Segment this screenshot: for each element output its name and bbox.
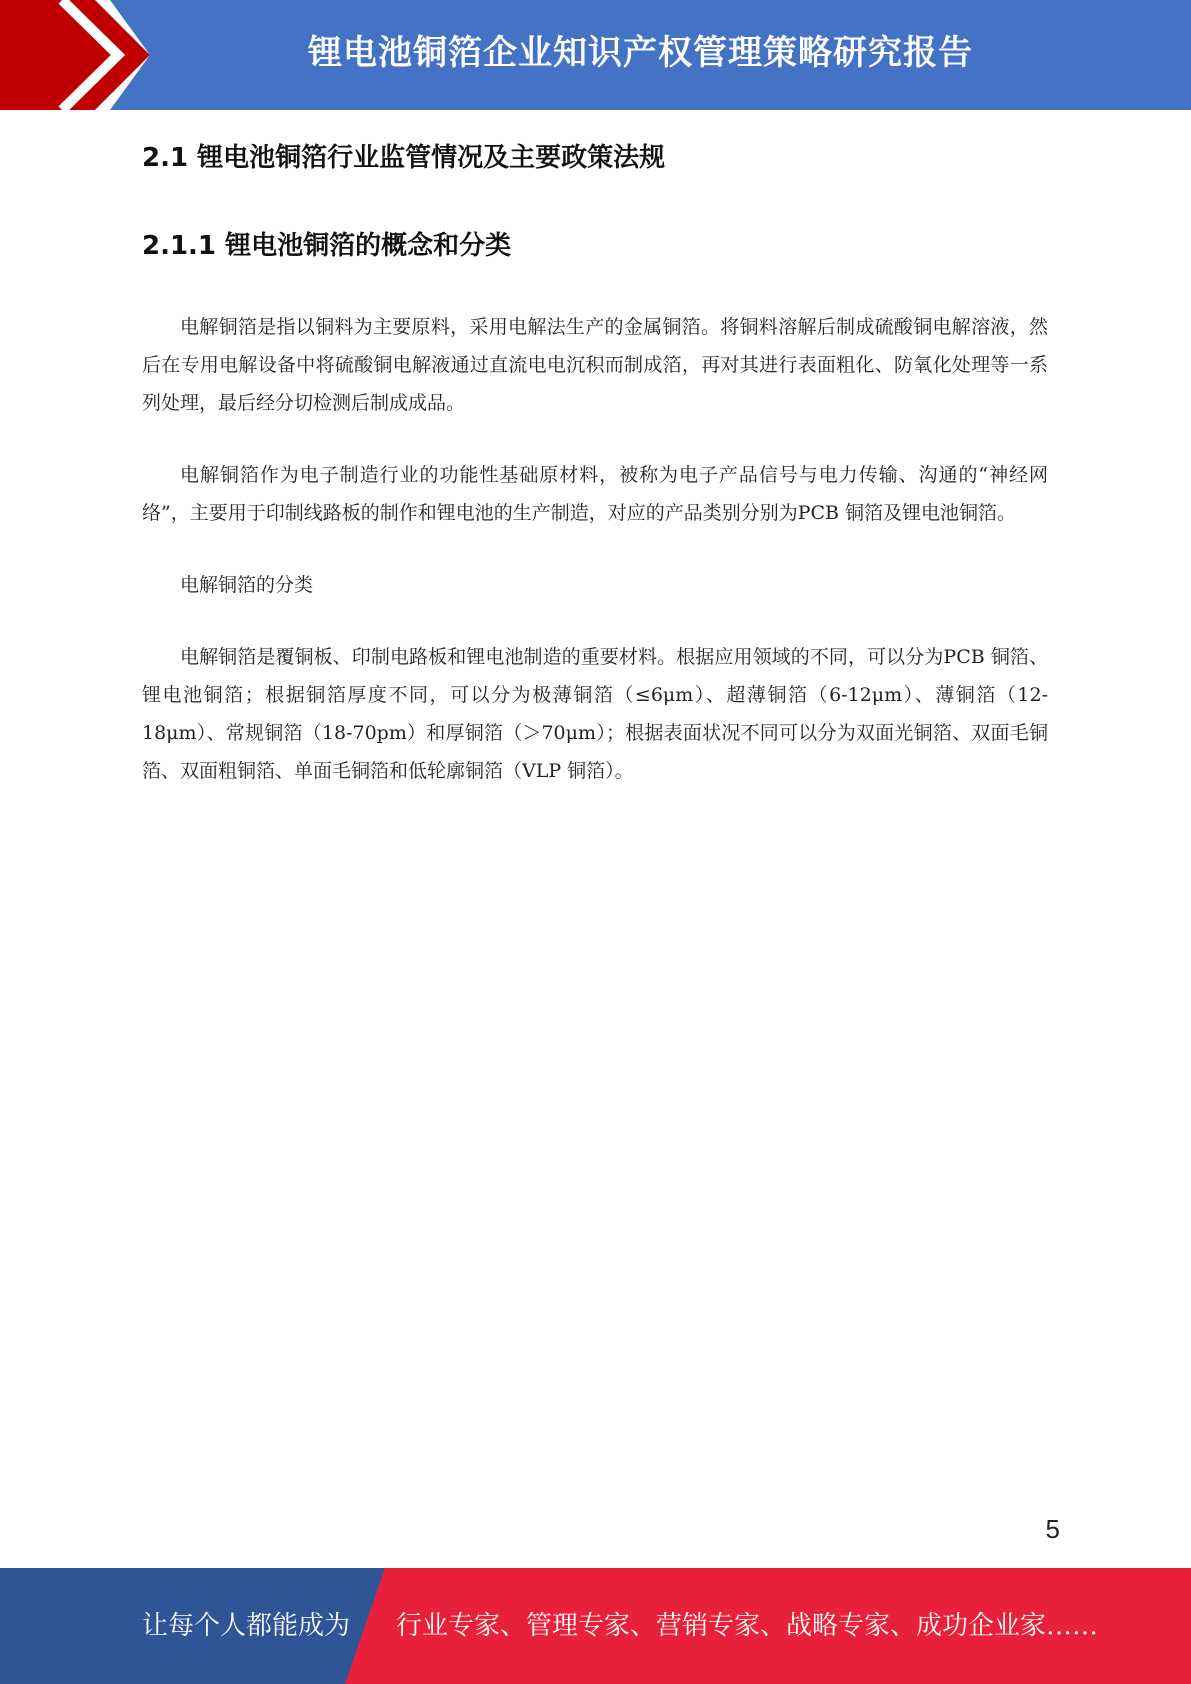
- page-number: 5: [1045, 1514, 1060, 1544]
- paragraph: 电解铜箔作为电子制造行业的功能性基础原材料，被称为电子产品信号与电力传输、沟通的“神经网络”，主要用于印制线路板的制作和锂电池的生产制造，对应的产品类别分别为PCB 铜箔及锂电池铜箔。: [142, 464, 1048, 524]
- footer-slogan-right: 行业专家、管理专家、营销专家、战略专家、成功企业家……: [396, 1611, 1099, 1641]
- subsection-heading: 2.1.1 锂电池铜箔的概念和分类: [142, 231, 512, 261]
- section-heading: 2.1 锂电池铜箔行业监管情况及主要政策法规: [142, 143, 666, 173]
- report-title: 锂电池铜箔企业知识产权管理策略研究报告: [308, 33, 973, 73]
- paragraph: 电解铜箔是覆铜板、印制电路板和锂电池制造的重要材料。根据应用领域的不同，可以分为PCB 铜箔、锂电池铜箔；根据铜箔厚度不同，可以分为极薄铜箔（≤6μm）、超薄铜箔（6-12μm）、薄铜箔（12-18μm）、常规铜箔（18-70pm）和厚铜箔（＞70μm）；根据表面状况不同可以分为双面光铜箔、双面毛铜箔、双面粗铜箔、单面毛铜箔和低轮廓铜箔（VLP 铜箔）。: [142, 646, 1048, 782]
- paragraph: 电解铜箔是指以铜料为主要原料，采用电解法生产的金属铜箔。将铜料溶解后制成硫酸铜电解溶液，然后在专用电解设备中将硫酸铜电解液通过直流电电沉积而制成箔，再对其进行表面粗化、防氧化处理等一系列处理，最后经分切检测后制成成品。: [142, 316, 1048, 414]
- page-content: [142, 120, 1048, 790]
- page-header: [0, 0, 1191, 110]
- paragraph: 电解铜箔的分类: [180, 574, 314, 596]
- red-arrow-decoration: [0, 0, 150, 110]
- footer-slogan-left: 让每个人都能成为: [142, 1611, 351, 1641]
- page-footer: [0, 1568, 1191, 1684]
